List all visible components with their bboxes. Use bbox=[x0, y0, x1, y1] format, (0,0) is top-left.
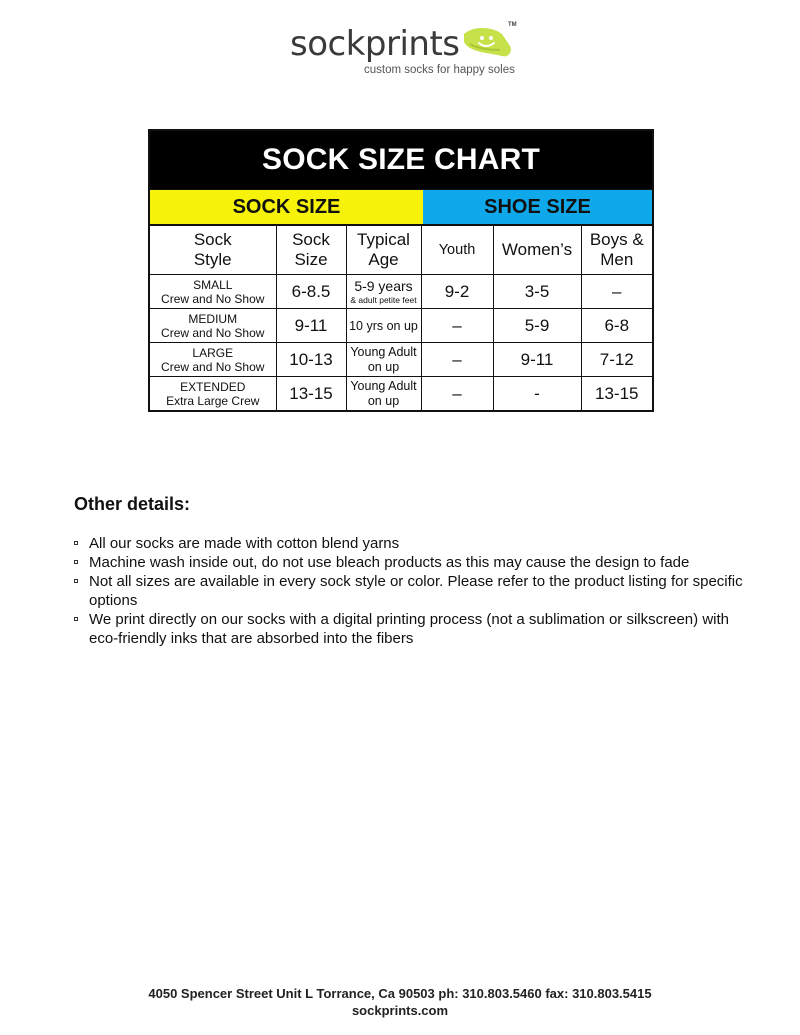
header-boys-men bbox=[581, 225, 652, 275]
typical-age-note: on up bbox=[367, 393, 400, 408]
square-bullet-icon bbox=[74, 560, 78, 564]
cell-typical-age bbox=[346, 309, 421, 343]
cell-womens: - bbox=[493, 377, 581, 411]
cell-sock-style bbox=[150, 343, 276, 377]
size-table bbox=[150, 224, 652, 410]
typical-age-note: on up bbox=[367, 359, 400, 374]
table-row-small bbox=[150, 275, 652, 309]
list-item-text: We print directly on our socks with a digital printing process (not a sublimation or silkscreen) with eco-friendly inks that are absorbed into the fibers bbox=[89, 611, 729, 647]
sock-style-name: EXTENDED bbox=[180, 379, 246, 394]
header-sock-size bbox=[276, 225, 346, 275]
logo-tagline: custom socks for happy soles bbox=[364, 64, 515, 76]
header-boys-men-line1: Boys & bbox=[589, 230, 644, 249]
typical-age-main: 10 yrs on up bbox=[349, 318, 418, 333]
header-sock-style bbox=[150, 225, 276, 275]
header-boys-men-line2: Men bbox=[600, 250, 634, 269]
square-bullet-icon bbox=[74, 617, 78, 621]
chart-group-header bbox=[150, 189, 652, 224]
cell-boys-men: 7-12 bbox=[581, 343, 652, 377]
logo-wordmark: sockprints bbox=[290, 24, 460, 64]
table-header-row bbox=[150, 225, 652, 275]
cell-boys-men: 13-15 bbox=[581, 377, 652, 411]
cell-sock-style bbox=[150, 275, 276, 309]
table-row-large bbox=[150, 343, 652, 377]
cell-sock-style bbox=[150, 309, 276, 343]
cell-youth: – bbox=[421, 377, 493, 411]
footer-website[interactable]: sockprints.com bbox=[351, 1003, 449, 1018]
cell-typical-age bbox=[346, 377, 421, 411]
cell-womens: 3-5 bbox=[493, 275, 581, 309]
sockprints-logo bbox=[290, 20, 530, 82]
sock-style-name: MEDIUM bbox=[188, 311, 238, 326]
cell-sock-size: 9-11 bbox=[276, 309, 346, 343]
footer-address: 4050 Spencer Street Unit L Torrance, Ca 90503 ph: 310.803.5460 fax: 310.803.5415 bbox=[148, 986, 652, 1001]
cell-youth: – bbox=[421, 343, 493, 377]
list-item-text: Machine wash inside out, do not use bleach products as this may cause the design to fade bbox=[89, 554, 690, 571]
cell-boys-men: – bbox=[581, 275, 652, 309]
cell-youth: – bbox=[421, 309, 493, 343]
list-item bbox=[74, 610, 754, 648]
typical-age-main: 5-9 years bbox=[354, 277, 413, 294]
list-item-text: Not all sizes are available in every sock style or color. Please refer to the product listing for specific options bbox=[89, 573, 743, 609]
cell-sock-size: 6-8.5 bbox=[276, 275, 346, 309]
list-item bbox=[74, 553, 754, 572]
header-typical-age-line1: Typical bbox=[357, 230, 410, 249]
header-womens: Women’s bbox=[493, 225, 581, 275]
square-bullet-icon bbox=[74, 541, 78, 545]
typical-age-main: Young Adult bbox=[350, 344, 417, 359]
sock-style-type: Crew and No Show bbox=[161, 291, 265, 306]
sock-style-type: Crew and No Show bbox=[161, 359, 265, 374]
chart-title: SOCK SIZE CHART bbox=[150, 131, 652, 189]
cell-boys-men: 6-8 bbox=[581, 309, 652, 343]
table-row-extended bbox=[150, 377, 652, 411]
sock-style-name: SMALL bbox=[193, 277, 233, 292]
header-typical-age-line2: Age bbox=[368, 250, 399, 269]
table-row-medium bbox=[150, 309, 652, 343]
shoe-size-group-header: SHOE SIZE bbox=[423, 190, 652, 224]
header-sock-size-line2: Size bbox=[294, 250, 328, 269]
cell-typical-age bbox=[346, 275, 421, 309]
header-sock-size-line1: Sock bbox=[292, 230, 330, 249]
sock-style-type: Crew and No Show bbox=[161, 325, 265, 340]
cell-sock-style bbox=[150, 377, 276, 411]
cell-womens: 5-9 bbox=[493, 309, 581, 343]
details-heading: Other details: bbox=[74, 494, 191, 514]
list-item-text: All our socks are made with cotton blend yarns bbox=[89, 535, 400, 552]
typical-age-main: Young Adult bbox=[350, 378, 417, 393]
cell-youth: 9-2 bbox=[421, 275, 493, 309]
header-youth: Youth bbox=[421, 225, 493, 275]
details-list bbox=[74, 534, 754, 648]
list-item bbox=[74, 534, 754, 553]
header-sock-style-line2: Style bbox=[193, 250, 232, 269]
cell-womens: 9-11 bbox=[493, 343, 581, 377]
cell-sock-size: 13-15 bbox=[276, 377, 346, 411]
cell-typical-age bbox=[346, 343, 421, 377]
square-bullet-icon bbox=[74, 579, 78, 583]
trademark-mark: TM bbox=[508, 22, 517, 28]
sock-size-chart bbox=[148, 129, 654, 412]
sock-style-type: Extra Large Crew bbox=[166, 393, 260, 408]
cell-sock-size: 10-13 bbox=[276, 343, 346, 377]
sock-style-name: LARGE bbox=[192, 345, 234, 360]
list-item bbox=[74, 572, 754, 610]
header-sock-style-line1: Sock bbox=[193, 230, 232, 249]
header-typical-age bbox=[346, 225, 421, 275]
sock-footprint-icon bbox=[458, 24, 514, 64]
sock-size-group-header: SOCK SIZE bbox=[150, 190, 423, 224]
typical-age-note: & adult petite feet bbox=[350, 294, 417, 305]
